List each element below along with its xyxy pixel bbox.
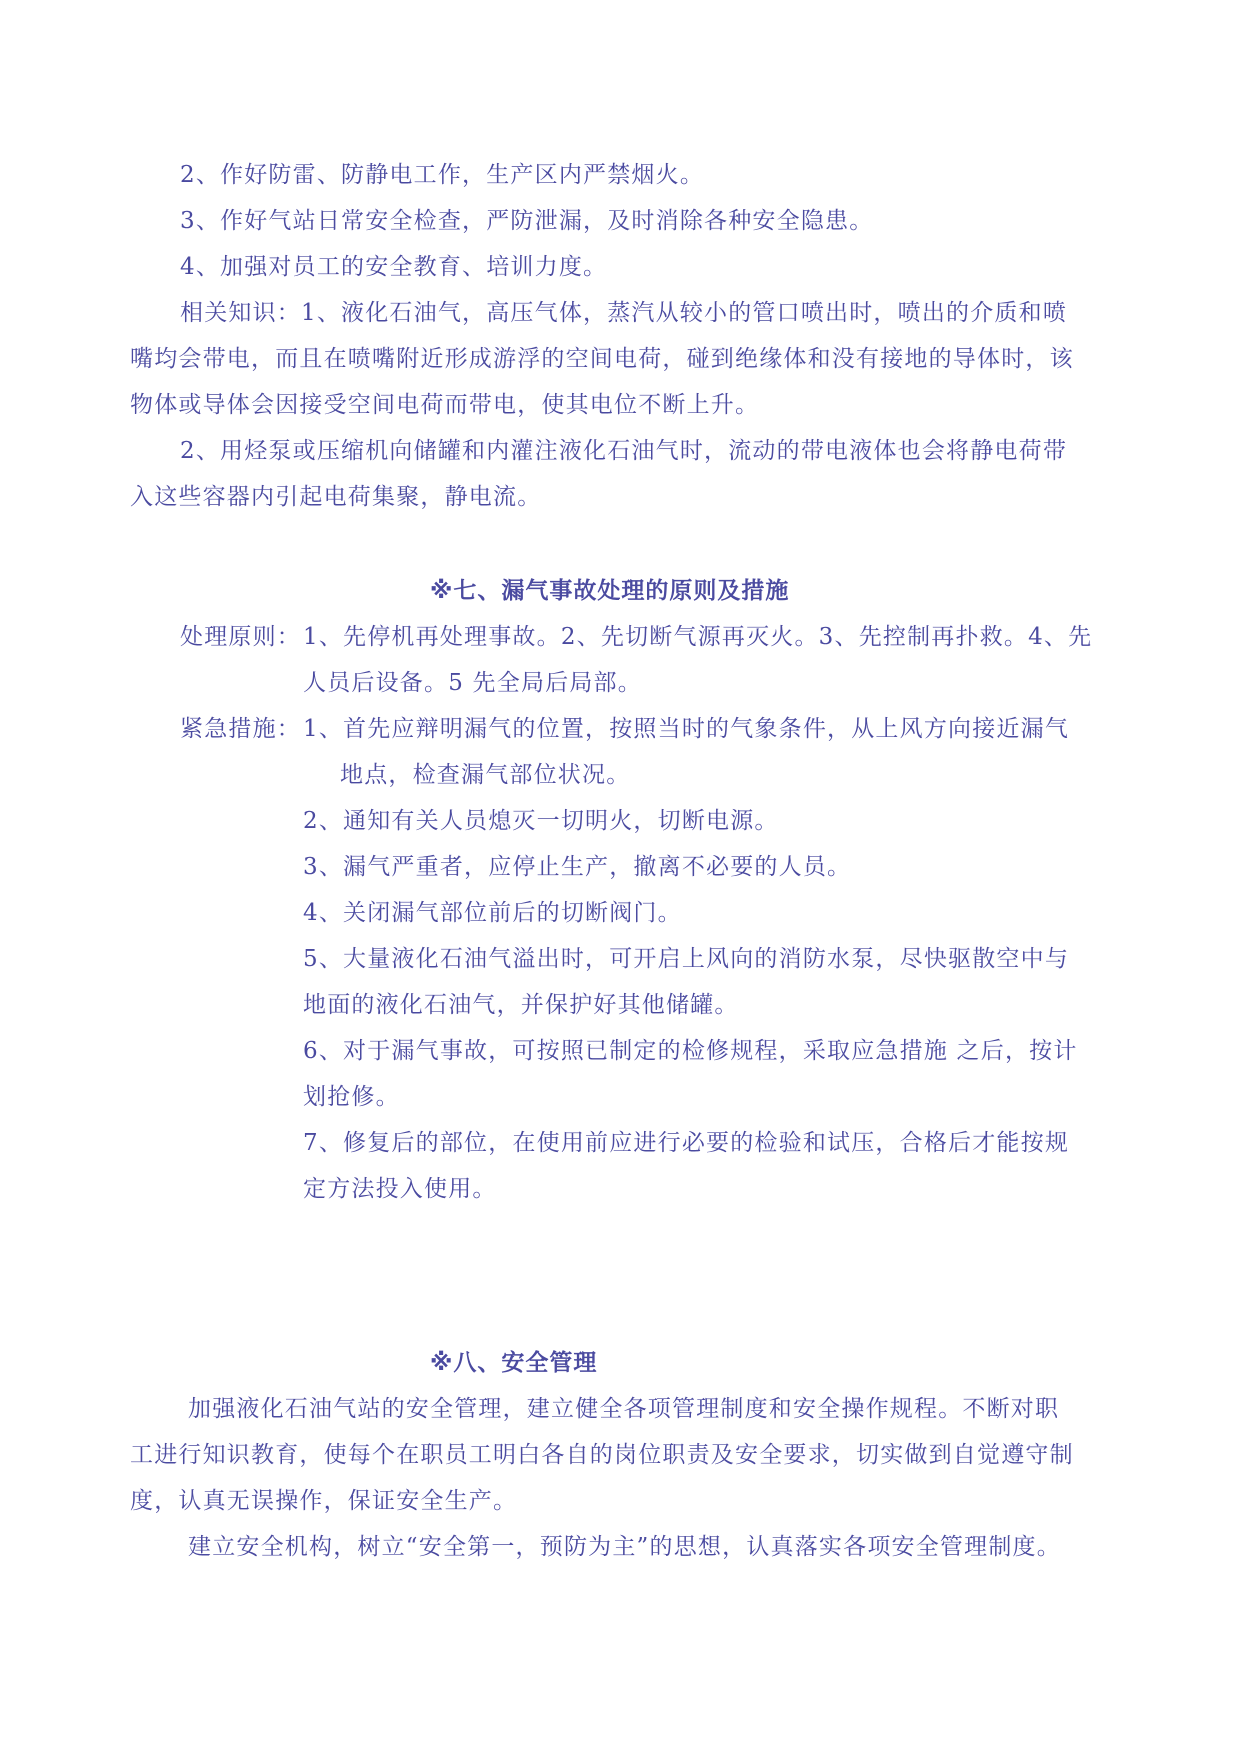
related-knowledge-1-line-1: 相关知识：1、液化石油气，高压气体，蒸汽从较小的管口喷出时，喷出的介质和喷 <box>180 300 1068 326</box>
measure-6-line-1: 6、对于漏气事故，可按照已制定的检修规程，采取应急措施 之后，按计 <box>303 1038 1078 1064</box>
principle-line-1: 1、先停机再处理事故。2、先切断气源再灭火。3、先控制再扑救。4、先 <box>303 624 1093 650</box>
measure-7-line-2: 定方法投入使用。 <box>303 1176 497 1202</box>
related-knowledge-2-line-2: 入这些容器内引起电荷集聚，静电流。 <box>130 484 542 510</box>
section-8-heading: ※八、安全管理 <box>430 1350 598 1376</box>
principle-line-2: 人员后设备。5 先全局后局部。 <box>303 670 642 696</box>
item-2: 2、作好防雷、防静电工作，生产区内严禁烟火。 <box>180 162 705 188</box>
management-paragraph-1-line-2: 工进行知识教育，使每个在职员工明白各自的岗位职责及安全要求，切实做到自觉遵守制 <box>130 1442 1074 1468</box>
principle-label: 处理原则： <box>180 624 301 650</box>
measure-7-line-1: 7、修复后的部位，在使用前应进行必要的检验和试压，合格后才能按规 <box>303 1130 1070 1156</box>
measure-3: 3、漏气严重者，应停止生产，撤离不必要的人员。 <box>303 854 852 880</box>
measures-label: 紧急措施： <box>180 716 301 742</box>
item-3: 3、作好气站日常安全检查，严防泄漏，及时消除各种安全隐患。 <box>180 208 874 234</box>
measure-5-line-2: 地面的液化石油气，并保护好其他储罐。 <box>303 992 739 1018</box>
measure-4: 4、关闭漏气部位前后的切断阀门。 <box>303 900 682 926</box>
management-paragraph-1-line-3: 度，认真无误操作，保证安全生产。 <box>130 1488 518 1514</box>
section-7-heading: ※七、漏气事故处理的原则及措施 <box>430 578 790 604</box>
measure-1-line-1: 1、首先应辩明漏气的位置，按照当时的气象条件，从上风方向接近漏气 <box>303 716 1070 742</box>
measure-6-line-2: 划抢修。 <box>303 1084 400 1110</box>
management-paragraph-2: 建立安全机构，树立“安全第一，预防为主”的思想，认真落实各项安全管理制度。 <box>188 1534 1061 1560</box>
related-knowledge-2-line-1: 2、用烃泵或压缩机向储罐和内灌注液化石油气时，流动的带电液体也会将静电荷带 <box>180 438 1068 464</box>
measure-2: 2、通知有关人员熄灭一切明火，切断电源。 <box>303 808 779 834</box>
related-knowledge-1-line-2: 嘴均会带电，而且在喷嘴附近形成游浮的空间电荷，碰到绝缘体和没有接地的导体时，该 <box>130 346 1074 372</box>
related-knowledge-1-line-3: 物体或导体会因接受空间电荷而带电，使其电位不断上升。 <box>130 392 760 418</box>
management-paragraph-1-line-1: 加强液化石油气站的安全管理，建立健全各项管理制度和安全操作规程。不断对职 <box>188 1396 1060 1422</box>
measure-1-line-2: 地点，检查漏气部位状况。 <box>340 762 631 788</box>
item-4: 4、加强对员工的安全教育、培训力度。 <box>180 254 608 280</box>
measure-5-line-1: 5、大量液化石油气溢出时，可开启上风向的消防水泵，尽快驱散空中与 <box>303 946 1070 972</box>
